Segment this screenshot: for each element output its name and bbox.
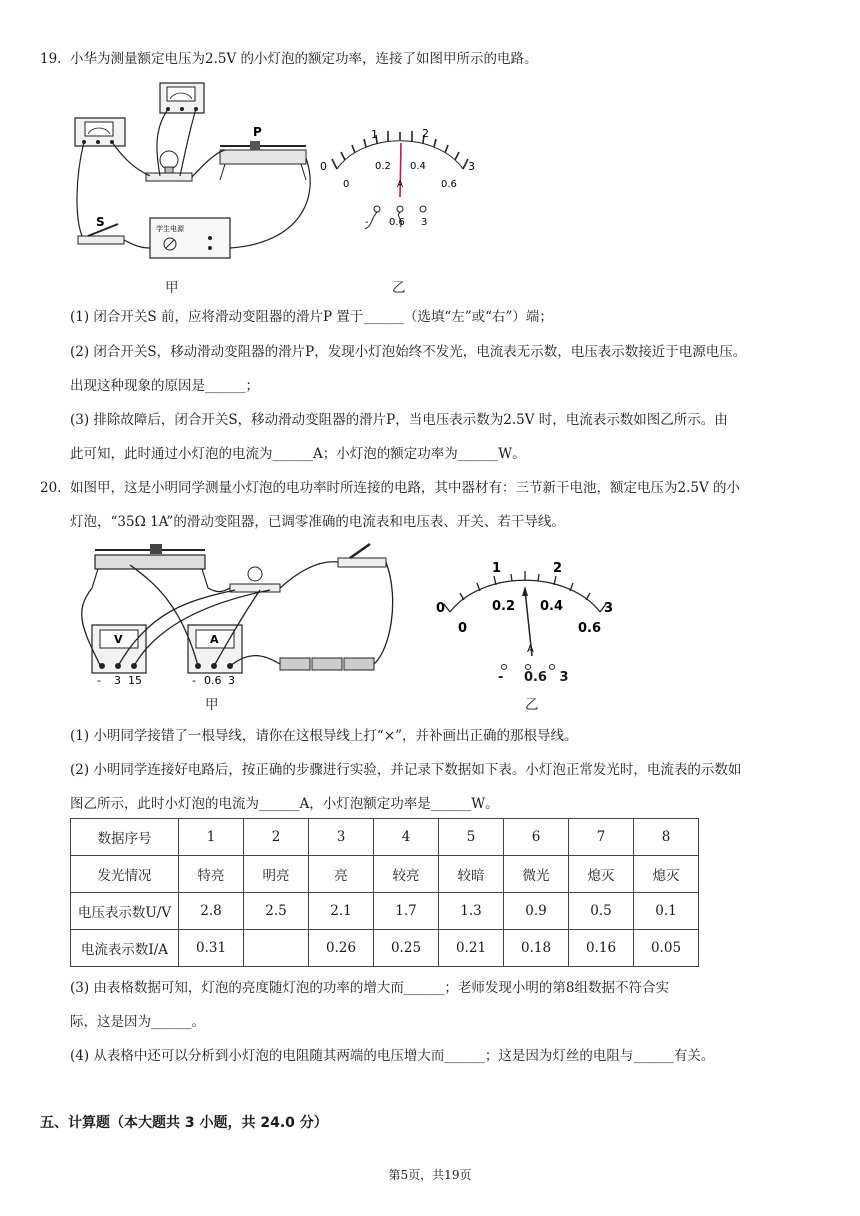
table-cell: 0.16 xyxy=(569,930,634,967)
q19-circuit-figure xyxy=(70,78,320,268)
table-cell: 电流表示数I/A xyxy=(71,930,179,967)
q19-slider-label: P xyxy=(253,125,262,139)
q20-stem-line1: 如图甲，这是小明同学测量小灯泡的电功率时所连接的电路，其中器材有：三节新干电池，额定电压为2.5V 的小 xyxy=(70,480,741,496)
q20-sub3-line2: 际，这是因为______。 xyxy=(70,1014,205,1030)
q20-fig-label-yi: 乙 xyxy=(525,697,539,713)
q19-meter-dial xyxy=(315,125,485,235)
table-row xyxy=(71,930,699,967)
q19-scale-bottom-2: 0.4 xyxy=(410,161,426,172)
q20-circuit-figure xyxy=(70,540,400,700)
q19-scale-bottom-1: 0.2 xyxy=(375,161,391,172)
table-cell xyxy=(244,930,309,967)
table-cell: 微光 xyxy=(504,856,569,893)
q20-fig-label-jia: 甲 xyxy=(205,697,219,713)
table-cell: 3 xyxy=(309,819,374,856)
table-cell: 0.1 xyxy=(634,893,699,930)
q19-fig-label-yi: 乙 xyxy=(392,280,406,296)
q19-scale-top-1: 1 xyxy=(371,128,378,141)
table-cell: 0.5 xyxy=(569,893,634,930)
table-cell: 0.25 xyxy=(374,930,439,967)
table-cell: 8 xyxy=(634,819,699,856)
q20-terminal-1: 0.6 xyxy=(523,670,547,685)
table-cell: 0.31 xyxy=(179,930,244,967)
q20-ammeter-label: A xyxy=(210,633,219,646)
q20-scale-bottom-3: 0.6 xyxy=(578,621,602,636)
q20-bulb-icon xyxy=(230,567,280,592)
table-cell: 熄灭 xyxy=(634,856,699,893)
q20-terminal-2: 3 xyxy=(559,670,569,685)
table-cell: 0.21 xyxy=(439,930,504,967)
q19-rheostat-icon xyxy=(220,141,306,180)
table-cell: 1.7 xyxy=(374,893,439,930)
q20-a-terminal-0: - xyxy=(192,674,196,687)
table-row xyxy=(71,856,699,893)
q19-voltmeter-icon xyxy=(160,83,204,113)
q20-scale-top-1: 1 xyxy=(492,561,502,576)
table-cell: 亮 xyxy=(309,856,374,893)
table-cell: 2.5 xyxy=(244,893,309,930)
q19-terminal-2: 3 xyxy=(421,217,428,228)
table-cell: 较暗 xyxy=(439,856,504,893)
section-heading: 五、计算题（本大题共 3 小题，共 24.0 分） xyxy=(40,1115,328,1131)
table-cell: 4 xyxy=(374,819,439,856)
table-cell: 发光情况 xyxy=(71,856,179,893)
q20-v-terminal-2: 15 xyxy=(128,674,142,687)
q20-data-table xyxy=(70,818,699,967)
q20-scale-top-0: 0 xyxy=(436,601,446,616)
q19-sub2-line1: (2) 闭合开关S，移动滑动变阻器的滑片P，发现小灯泡始终不发光，电流表无示数，电压表示数接近于电源电压。 xyxy=(70,344,747,360)
table-cell: 0.05 xyxy=(634,930,699,967)
q20-terminal-0: - xyxy=(498,670,504,685)
table-cell: 电压表示数U/V xyxy=(71,893,179,930)
table-cell: 1 xyxy=(179,819,244,856)
q20-battery-icon xyxy=(280,658,374,670)
q20-meter-unit: A xyxy=(527,644,534,655)
table-cell: 0.26 xyxy=(309,930,374,967)
q19-terminal-1: 0.6 xyxy=(389,217,405,228)
q19-scale-bottom-3: 0.6 xyxy=(441,179,457,190)
q20-sub4: (4) 从表格中还可以分析到小灯泡的电阻随其两端的电压增大而______；这是因为灯丝的电阻与______有关。 xyxy=(70,1048,715,1064)
table-cell: 2.8 xyxy=(179,893,244,930)
q20-scale-bottom-1: 0.2 xyxy=(492,599,516,614)
q19-fig-label-jia: 甲 xyxy=(165,280,179,296)
table-cell: 2 xyxy=(244,819,309,856)
q19-bulb-icon xyxy=(146,151,192,181)
table-cell: 0.18 xyxy=(504,930,569,967)
q19-switch-label: S xyxy=(96,215,105,229)
table-cell: 5 xyxy=(439,819,504,856)
q20-scale-top-2: 2 xyxy=(553,561,563,576)
q20-stem-line2: 灯泡，“35Ω 1A”的滑动变阻器，已调零准确的电流表和电压表、开关、若干导线。 xyxy=(70,514,565,530)
q19-ammeter-icon xyxy=(75,118,125,146)
q19-sub3-line2: 此可知，此时通过小灯泡的电流为______A；小灯泡的额定功率为______W。 xyxy=(70,446,526,462)
table-row xyxy=(71,893,699,930)
q20-scale-bottom-2: 0.4 xyxy=(540,599,564,614)
q20-sub2-line1: (2) 小明同学连接好电路后，按正确的步骤进行实验，并记录下数据如下表。小灯泡正常发光时，电流表的示数如 xyxy=(70,762,742,778)
table-cell: 0.9 xyxy=(504,893,569,930)
q20-sub3-line1: (3) 由表格数据可知，灯泡的亮度随灯泡的功率的增大而______；老师发现小明的第8组数据不符合实 xyxy=(70,980,670,996)
q19-sub3-line1: (3) 排除故障后，闭合开关S，移动滑动变阻器的滑片P，当电压表示数为2.5V 时，电流表示数如图乙所示。由 xyxy=(70,412,728,428)
q20-a-terminal-1: 0.6 xyxy=(204,674,222,687)
q19-sub2-line2: 出现这种现象的原因是______； xyxy=(70,378,259,394)
q20-scale-bottom-0: 0 xyxy=(458,621,468,636)
q19-number: 19. xyxy=(40,51,62,67)
q19-terminal-0: - xyxy=(365,217,369,228)
table-cell: 数据序号 xyxy=(71,819,179,856)
q20-switch-icon xyxy=(338,544,386,567)
q19-scale-top-2: 2 xyxy=(422,127,429,140)
q20-number: 20. xyxy=(40,480,62,496)
q19-scale-top-0: 0 xyxy=(320,160,327,173)
q20-a-terminal-2: 3 xyxy=(228,674,235,687)
q20-v-terminal-0: - xyxy=(97,674,101,687)
q20-scale-top-3: 3 xyxy=(604,601,614,616)
q19-power-supply-label: 学生电源 xyxy=(156,225,184,233)
q20-terminal-row xyxy=(498,670,569,685)
q20-voltmeter-label: V xyxy=(114,633,123,646)
table-cell: 较亮 xyxy=(374,856,439,893)
table-cell: 6 xyxy=(504,819,569,856)
q19-stem: 小华为测量额定电压为2.5V 的小灯泡的额定功率，连接了如图甲所示的电路。 xyxy=(70,51,538,67)
q20-v-terminal-1: 3 xyxy=(114,674,121,687)
table-row xyxy=(71,819,699,856)
q19-scale-top-3: 3 xyxy=(468,160,475,173)
q20-meter-dial xyxy=(428,560,628,680)
q19-scale-bottom-0: 0 xyxy=(343,179,350,190)
q19-power-supply-icon xyxy=(150,218,230,258)
table-cell: 特亮 xyxy=(179,856,244,893)
q20-sub2-line2: 图乙所示，此时小灯泡的电流为______A，小灯泡额定功率是______W。 xyxy=(70,796,499,812)
q19-sub1: (1) 闭合开关S 前，应将滑动变阻器的滑片P 置于______（选填“左”或“右”）端； xyxy=(70,309,553,325)
q20-sub1: (1) 小明同学接错了一根导线，请你在这根导线上打“×”，并补画出正确的那根导线。 xyxy=(70,728,578,744)
table-cell: 1.3 xyxy=(439,893,504,930)
table-cell: 2.1 xyxy=(309,893,374,930)
q19-meter-unit: A xyxy=(397,180,404,190)
table-cell: 7 xyxy=(569,819,634,856)
table-cell: 明亮 xyxy=(244,856,309,893)
page-footer: 第5页，共19页 xyxy=(388,1168,472,1182)
table-cell: 熄灭 xyxy=(569,856,634,893)
